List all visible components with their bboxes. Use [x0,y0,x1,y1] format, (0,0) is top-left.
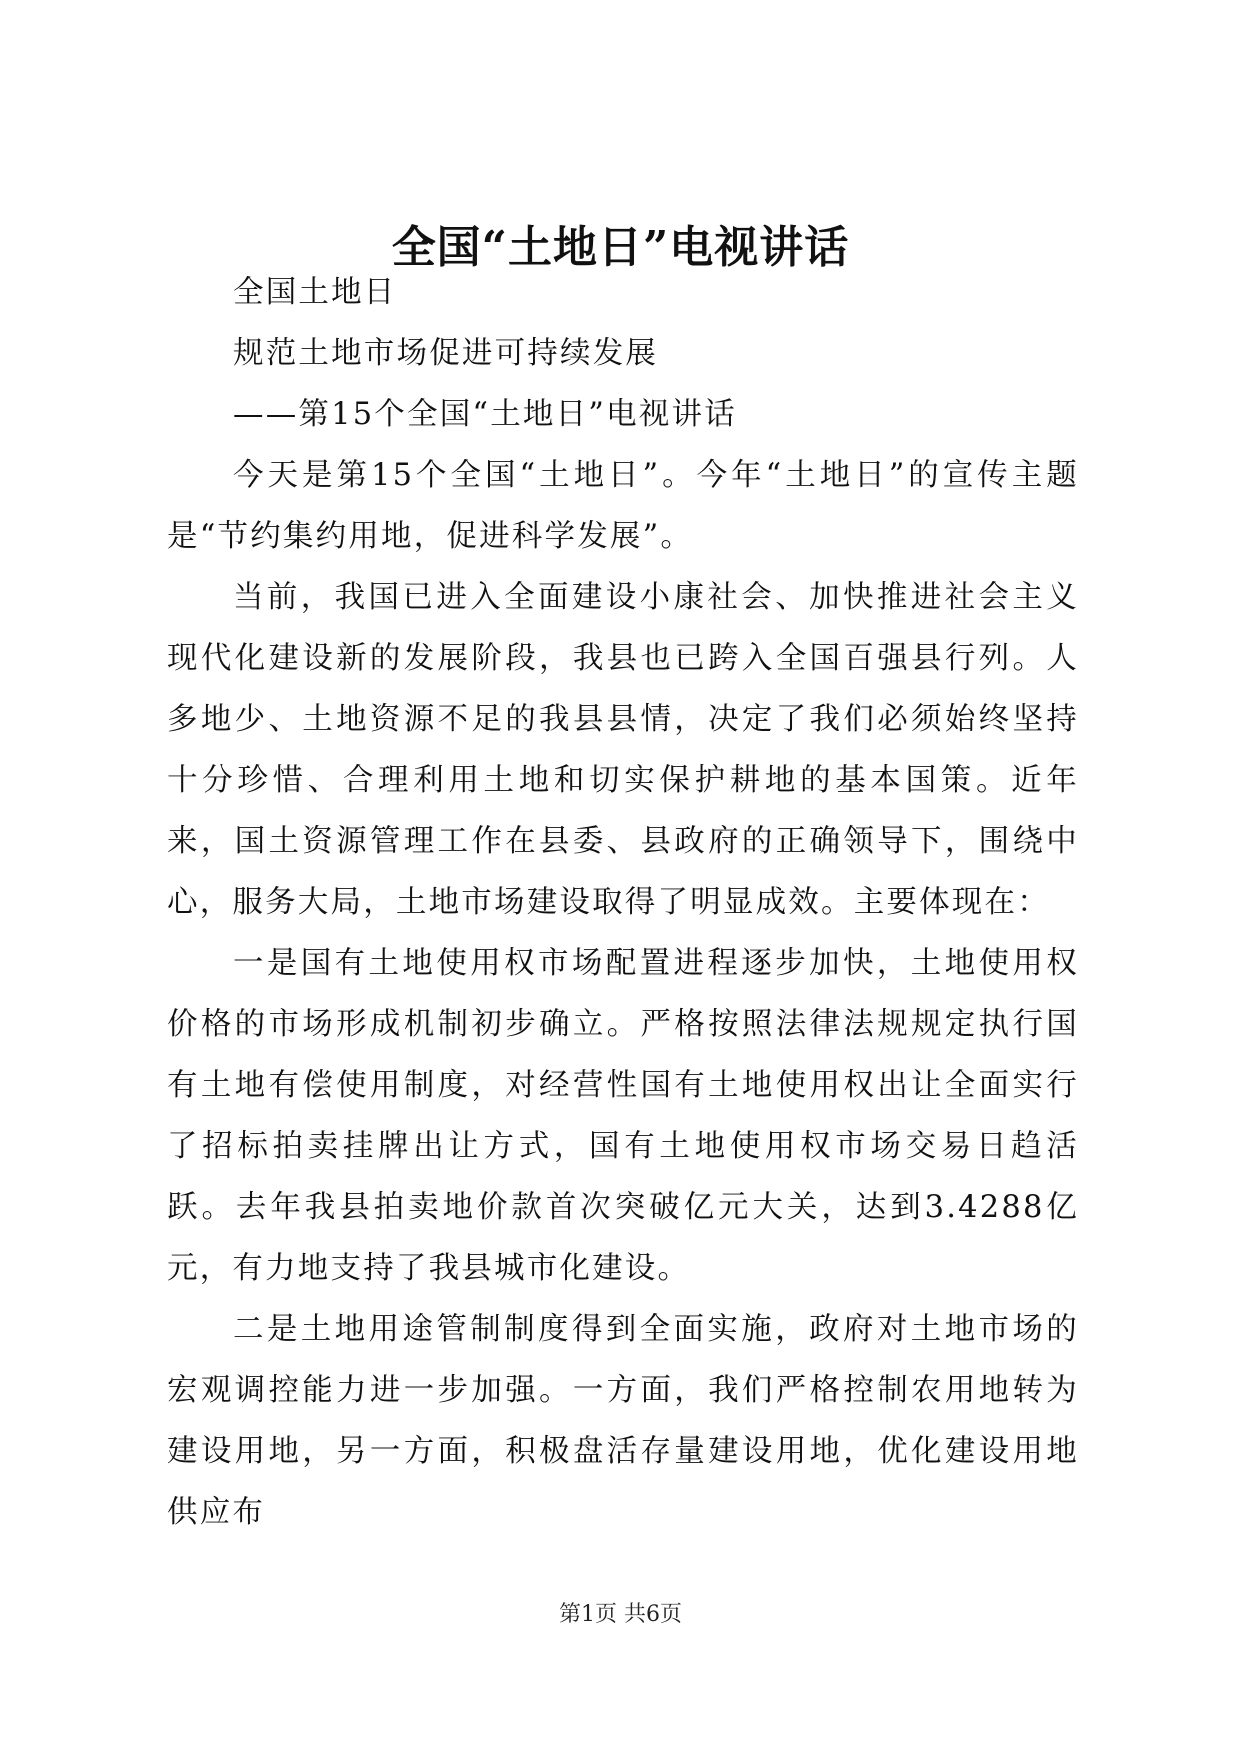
document-title: 全国“土地日”电视讲话 [391,222,850,273]
paragraph-3: 一是国有土地使用权市场配置进程逐步加快，土地使用权价格的市场形成机制初步确立。严格按照法律法规规定执行国有土地有偿使用制度，对经营性国有土地使用权出让全面实行了招标拍卖挂牌出让方式，国有土地使用权市场交易日趋活跃。去年我县拍卖地价款首次突破亿元大关，达到3.4288亿元，有力地支持了我县城市化建设。 [167,946,1079,1286]
page-number-footer: 第1页 共6页 [559,1602,682,1627]
subtitle-line-2: 规范土地市场促进可持续发展 [233,336,659,371]
paragraph-1: 今天是第15个全国“土地日”。今年“土地日”的宣传主题是“节约集约用地，促进科学发展”。 [167,458,1079,554]
subtitle-line-1: 全国土地日 [233,275,397,310]
paragraph-2: 当前，我国已进入全面建设小康社会、加快推进社会主义现代化建设新的发展阶段，我县也已跨入全国百强县行列。人多地少、土地资源不足的我县县情，决定了我们必须始终坚持十分珍惜、合理利用土地和切实保护耕地的基本国策。近年来，国土资源管理工作在县委、县政府的正确领导下，围绕中心，服务大局，土地市场建设取得了明显成效。主要体现在： [167,580,1079,920]
subtitle-line-3: ——第15个全国“土地日”电视讲话 [233,397,737,432]
document-body [167,262,1079,1543]
paragraph-4: 二是土地用途管制制度得到全面实施，政府对土地市场的宏观调控能力进一步加强。一方面，我们严格控制农用地转为建设用地，另一方面，积极盘活存量建设用地，优化建设用地供应布 [167,1312,1079,1530]
